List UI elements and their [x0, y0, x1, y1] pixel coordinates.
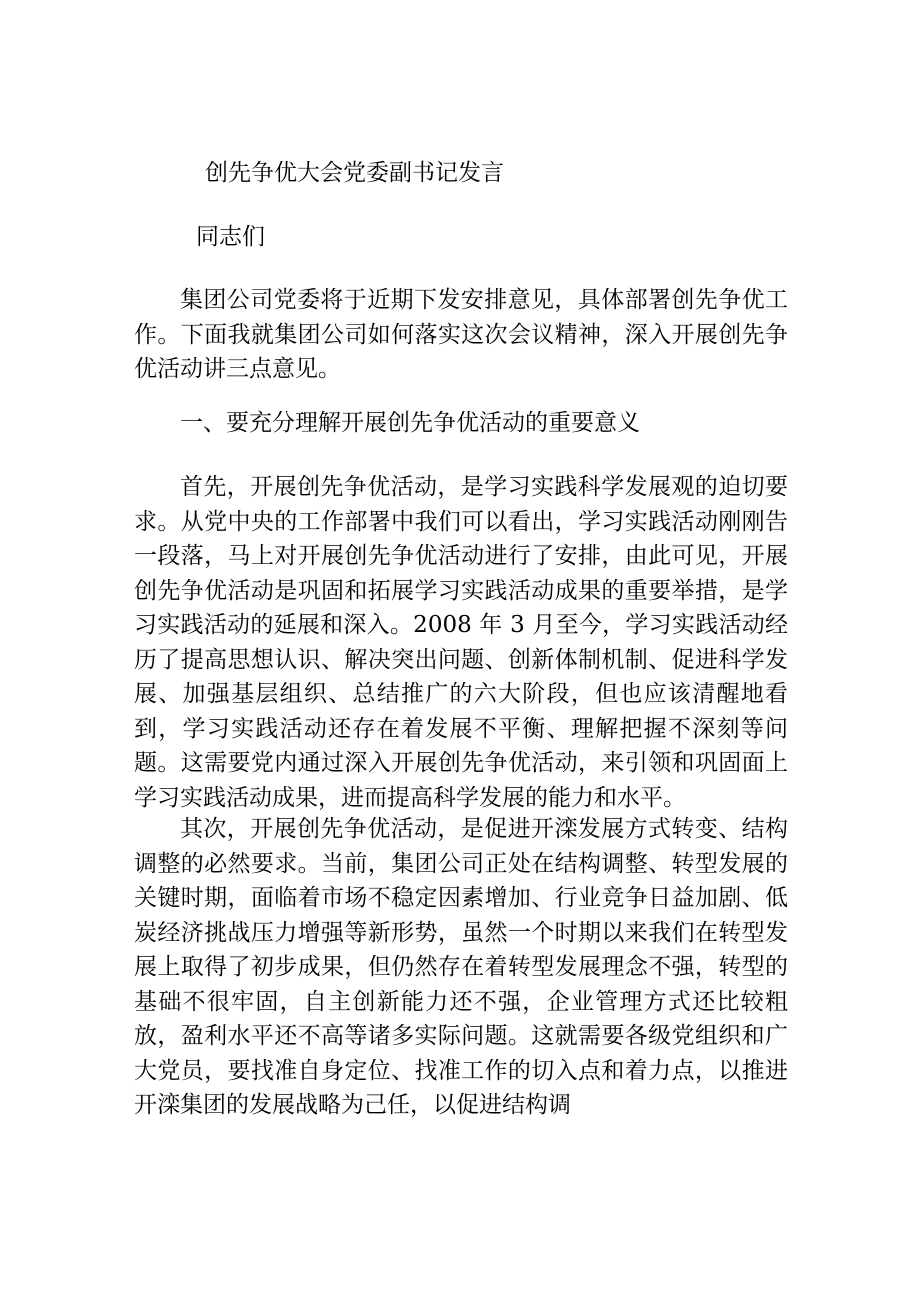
section-heading: 一、要充分理解开展创先争优活动的重要意义 — [180, 410, 640, 436]
document-title: 创先争优大会党委副书记发言 — [205, 160, 504, 186]
paragraph-intro: 集团公司党委将于近期下发安排意见，具体部署创先争优工作。下面我就集团公司如何落实这次会议精神，深入开展创先争优活动讲三点意见。 — [134, 287, 788, 382]
paragraph-second-point: 其次，开展创先争优活动，是促进开滦发展方式转变、结构调整的必然要求。当前，集团公司正处在结构调整、转型发展的关键时期，面临着市场不稳定因素增加、行业竞争日益加剧、低炭经济挑战压力增强等新形势，虽然一个时期以来我们在转型发展上取得了初步成果，但仍然存在着转型发展理念不强，转型的基础不很牢固，自主创新能力还不强，企业管理方式还比较粗放，盈利水平还不高等诸多实际问题。这就需要各级党组织和广大党员，要找准自身定位、找准工作的切入点和着力点，以推进开滦集团的发展战略为己任，以促进结构调 — [134, 816, 788, 1118]
salutation: 同志们 — [196, 224, 265, 250]
paragraph-first-point: 首先，开展创先争优活动，是学习实践科学发展观的迫切要求。从党中央的工作部署中我们可以看出，学习实践活动刚刚告一段落，马上对开展创先争优活动进行了安排，由此可见，开展创先争优活动是巩固和拓展学习实践活动成果的重要举措，是学习实践活动的延展和深入。2008 年 3 月至今，学习实践活动经历了提高思想认识、解决突出问题、创新体制机制、促进科学发展、加强基层组织、总结推广的六大阶段，但也应该清醒地看到，学习实践活动还存在着发展不平衡、理解把握不深刻等问题。这需要党内通过深入开展创先争优活动，来引领和巩固面上学习实践活动成果，进而提高科学发展的能力和水平。 — [134, 474, 788, 811]
